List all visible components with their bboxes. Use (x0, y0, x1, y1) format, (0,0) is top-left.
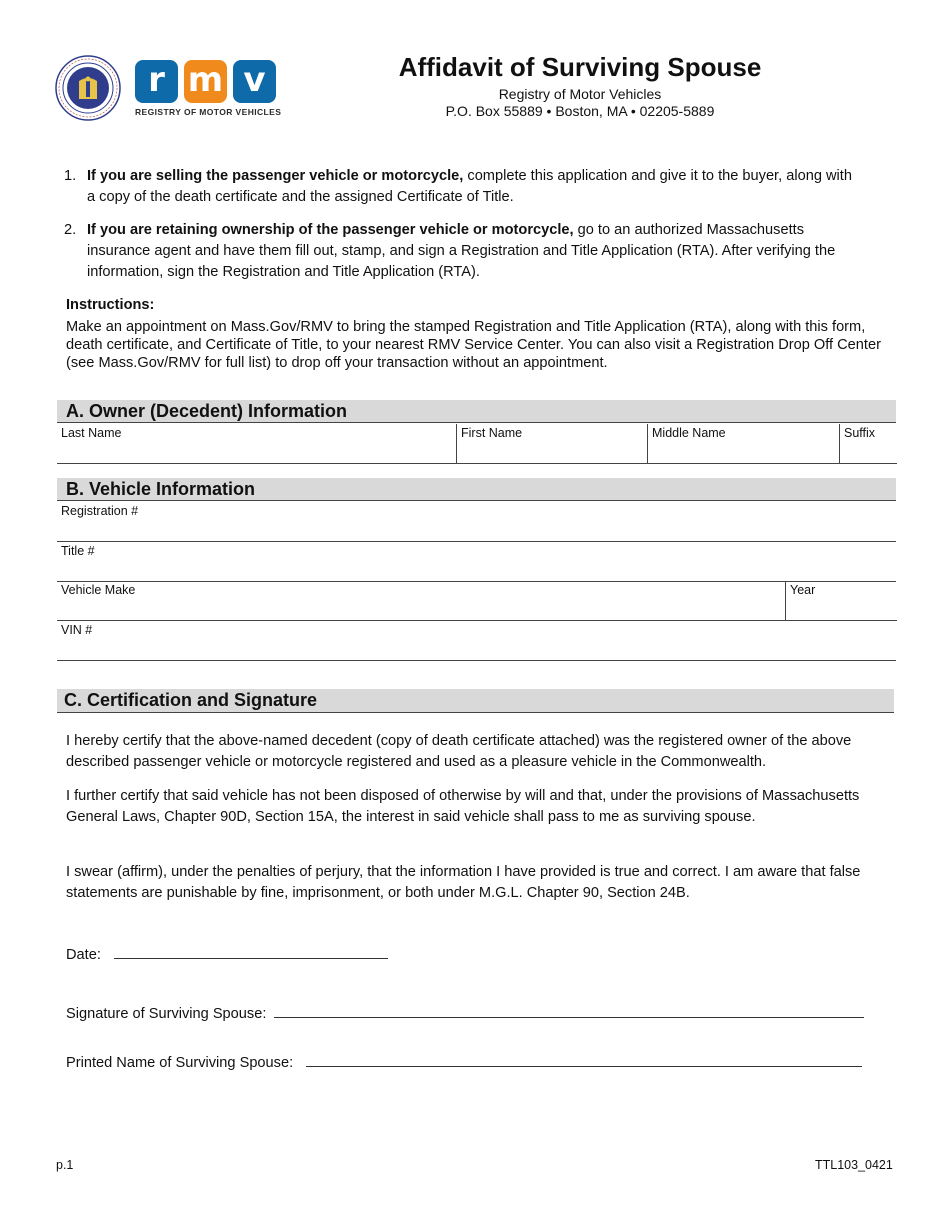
date-label: Date: (66, 947, 101, 963)
section-a-header (57, 400, 896, 423)
section-c-header (57, 689, 894, 713)
massachusetts-seal-logo (55, 55, 121, 121)
rmv-logo-letter-v: v (233, 60, 276, 103)
vin-label: VIN # (61, 623, 93, 637)
agency-address: P.O. Box 55889 • Boston, MA • 02205-5889 (445, 103, 715, 119)
section-c-title: C. Certification and Signature (64, 690, 318, 710)
list-item-1 (64, 166, 864, 208)
form-title: Affidavit of Surviving Spouse (398, 52, 762, 82)
year-field[interactable] (785, 581, 897, 621)
first-name-field[interactable] (456, 424, 648, 464)
list-item-2 (64, 220, 864, 283)
signature-row (66, 1003, 864, 1022)
rmv-logo-tagline: REGISTRY OF MOTOR VEHICLES (135, 107, 282, 117)
date-input-line[interactable] (114, 944, 388, 959)
vehicle-make-label: Vehicle Make (61, 583, 136, 597)
title-number-field[interactable] (57, 542, 896, 582)
printed-name-row (66, 1052, 862, 1071)
printed-name-input-line[interactable] (306, 1052, 862, 1067)
section-a-title: A. Owner (Decedent) Information (66, 401, 348, 421)
list-item-text: complete this application and give it to the buyer, along with a copy of the death certificate and the assigned Certificate of Title. (87, 168, 852, 205)
agency-block (430, 86, 730, 120)
date-row (66, 944, 388, 963)
list-item-bold: If you are selling the passenger vehicle or motorcycle, (87, 168, 464, 184)
rmv-logo-letter-r: r (135, 60, 178, 103)
registration-field[interactable] (57, 502, 896, 542)
list-item-number: 2. (64, 222, 77, 238)
section-b-title: B. Vehicle Information (66, 479, 256, 499)
certification-paragraph-2: I further certify that said vehicle has not been disposed of otherwise by will and that, under the provisions of Massachusetts General Laws, Chapter 90D, Section 15A, the interest in said vehicle shall pass to me as surviving spouse. (66, 788, 860, 825)
rmv-logo (135, 60, 281, 117)
instructions-body: Make an appointment on Mass.Gov/RMV to bring the stamped Registration and Title Application (RTA), along with this form, death certificate, and Certificate of Title, to your nearest RMV Service Center. You can also visit a Registration Drop Off Center (see Mass.Gov/RMV for full list) to drop off your transaction without an appointment. (66, 319, 881, 371)
certification-paragraph-3: I swear (affirm), under the penalties of perjury, that the information I have provided is true and correct. I am aware that false statements are punishable by fine, imprisonment, or both under M.G.L. Chapter 90, Section 24B. (66, 864, 861, 901)
signature-input-line[interactable] (274, 1003, 864, 1018)
middle-name-label: Middle Name (652, 426, 726, 440)
signature-label: Signature of Surviving Spouse: (66, 1006, 267, 1022)
instructions-heading: Instructions: (66, 297, 155, 313)
rmv-logo-letter-m: m (184, 60, 227, 103)
first-name-label: First Name (461, 426, 523, 440)
registration-label: Registration # (61, 504, 139, 518)
form-id: TTL103_0421 (815, 1158, 893, 1172)
list-item-text: go to an authorized Massachusetts insurance agent and have them fill out, stamp, and sign a Registration and Title Application (RTA). After verifying the information, sign the Registration and Title Application (RTA). (87, 222, 836, 280)
vehicle-make-field[interactable] (57, 581, 785, 621)
year-label: Year (790, 583, 816, 597)
last-name-field[interactable] (57, 424, 456, 464)
middle-name-field[interactable] (647, 424, 840, 464)
suffix-label: Suffix (844, 426, 876, 440)
certification-paragraph-1: I hereby certify that the above-named decedent (copy of death certificate attached) was the registered owner of the above described passenger vehicle or motorcycle registered and used as a pleasure vehicle in the Commonwealth. (66, 733, 852, 770)
last-name-label: Last Name (61, 426, 122, 440)
vin-field[interactable] (57, 621, 896, 661)
printed-name-label: Printed Name of Surviving Spouse: (66, 1055, 294, 1071)
list-item-bold: If you are retaining ownership of the passenger vehicle or motorcycle, (87, 222, 574, 238)
suffix-field[interactable] (839, 424, 897, 464)
section-b-header (57, 478, 896, 501)
page-number: p.1 (56, 1158, 74, 1172)
agency-name: Registry of Motor Vehicles (498, 86, 662, 102)
list-item-number: 1. (64, 168, 77, 184)
title-number-label: Title # (61, 544, 95, 558)
